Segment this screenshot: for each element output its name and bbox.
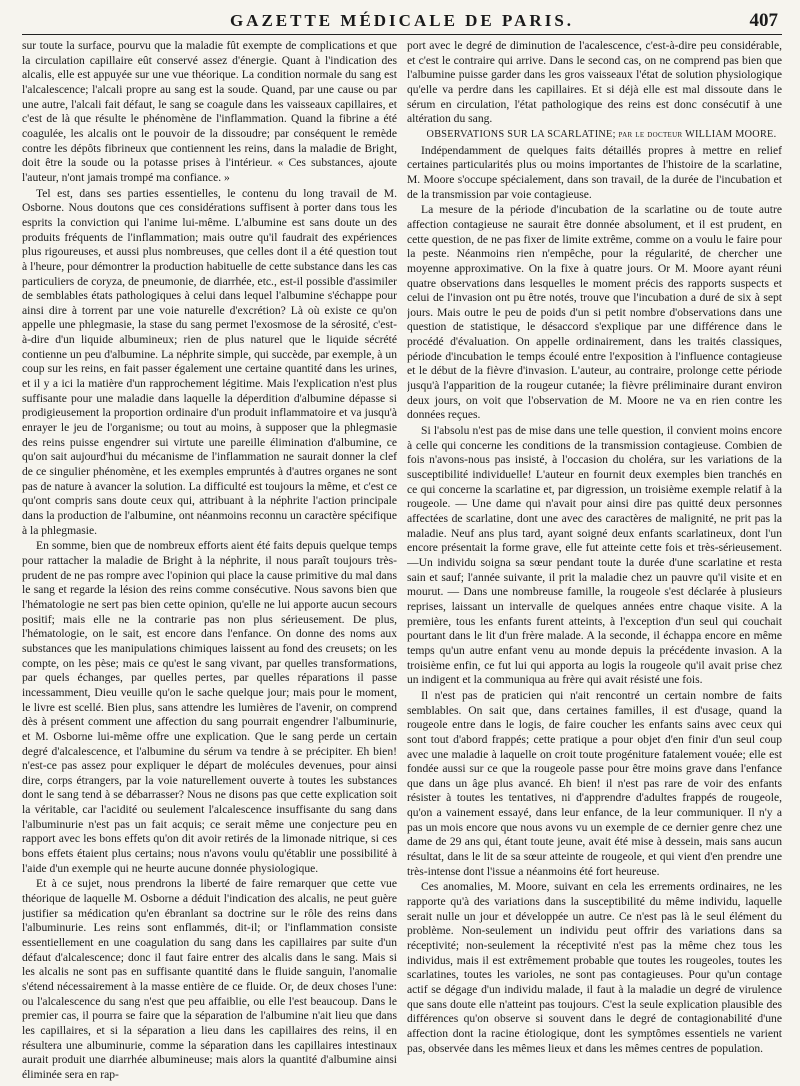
page-number: 407 — [749, 10, 778, 31]
section-title-text: OBSERVATIONS SUR LA SCARLATINE; par le docteur WILLIAM MOORE. — [426, 128, 777, 140]
paragraph: La mesure de la période d'incubation de la scarlatine ou de toute autre affection contagieuse ne saurait être donnée absolument, et il est prudent, en cette question, de ne pas fixer de limite extrême, comme on a voulu le faire pour la peste. Néanmoins rien n'empêche, pour la régularité, de chercher une moyenne approximative. On la fixe à quatre jours. Or M. Moore ayant réuni quatre observations dans lesquelles le moment précis des rapports suspects et celui de l'invasion ont pu être notés, trouve que l'incubation a duré de six à sept jours. Mais outre le peu de poids d'un si petit nombre d'observations dans une question de statistique, le désaccord s'explique par une différence dans le procédé d'évaluation. On appelle ordinairement, dans les traités classiques, période d'incubation le temps écoulé entre l'exposition à l'influence contagieuse et le début de la fièvre d'invasion. L'auteur, au contraire, prolonge cette période jusqu'à l'apparition de la rougeur cutanée; la fièvre préliminaire durant environ deux jours, on voit que l'observation de M. Moore ne va en rien contre les données reçues. — [407, 203, 782, 422]
page-header — [22, 10, 782, 35]
paragraph: Indépendamment de quelques faits détaillés propres à mettre en relief certaines particularités plus ou moins importantes de l'histoire de la scarlatine, M. Moore s'occupe spécialement, dans son travail, de la durée de l'incubation et de la transmission par voie contagieuse. — [407, 143, 782, 201]
left-column — [22, 39, 397, 1083]
running-title: GAZETTE MÉDICALE DE PARIS. — [229, 11, 575, 30]
paragraph: sur toute la surface, pourvu que la maladie fût exempte de complications et que la circulation capillaire eût conservé assez d'énergie. Quant à l'indication des alcalis, elle est appuyée sur une vue théorique. La condition normale du sang est l'alcalescence; l'alcali propre au sang est la soude. Quand, par une cause ou par une autre, l'alcali fait défaut, le sang se coagule dans les vaisseaux capillaires, et c'est de là que résulte le phénomène de l'inflammation. Quand la fibrine a été coagulée, les alcalis ont le pouvoir de la dissoudre; par conséquent le remède contre les dépôts fibrineux que contiennent les reins, dans la maladie de Bright, doit être la soude ou la potasse prises à l'intérieur. « Ces substances, ajoute l'auteur, n'ont jamais trompé ma confiance. » — [22, 39, 397, 184]
paragraph: Si l'absolu n'est pas de mise dans une telle question, il convient moins encore à celle qui concerne les conditions de la transmission contagieuse. Combien de fois n'avons-nous pas insisté, à l'occasion du choléra, sur les variations de la susceptibilité individuelle! L'auteur en fournit deux exemples bien tranchés en ce qui concerne la scarlatine et, par digression, un troisième exemple relatif à la rougeole. — Une dame qui n'avait pour ainsi dire pas quitté deux personnes affectées de scarlatine, dont une avec des caractères de malignité, ne prit pas la maladie. Neuf ans plus tard, ayant soigné deux enfants scarlatineux, dont l'un encore présentait la forme grave, elle fut atteinte cette fois et très-sérieusement. —Un individu soigna sa sœur pendant toute la durée d'une scarlatine et resta sain et sauf; l'année suivante, il prit la maladie chez un pauvre qu'il visite et en mourut. — Dans une nombreuse famille, la rougeole s'est déclarée à plusieurs reprises, laissant un intervalle de quelques années entre chaque visite. A la première, tous les enfants furent atteints, à l'exception d'un seul qui couchait pourtant dans le lit d'un frère malade. A la seconde, il échappa encore en même temps qu'un autre enfant venu au monde depuis la précédente invasion. A la troisième enfin, ce fut lui qui apporta au logis la rougeole qu'il avait prise chez un indigent et la communiqua au frère qui avait résisté une fois. — [407, 424, 782, 687]
paragraph: port avec le degré de diminution de l'acalescence, c'est-à-dire peu considérable, et c'est le contraire qui arrive. Dans le second cas, on ne comprend pas bien que l'albumine puisse garder dans les gros vaisseaux l'état de solution physiologique qu'elle va perdre dans les capillaires. Et si déjà elle est mal dissoute dans le sérum en circulation, l'état pathologique des reins est donc consécutif à une altération du sang. — [407, 39, 782, 126]
right-column — [407, 39, 782, 1083]
text-columns — [22, 39, 782, 1083]
paragraph: Et à ce sujet, nous prendrons la liberté de faire remarquer que cette vue théorique de laquelle M. Osborne a déduit l'indication des alcalis, ne peut guère justifier sa médication qu'en ébranlant sa doctrine sur le rôle des reins dans l'albuminurie. Les reins sont enflammés, dit-il; or l'inflammation consiste essentiellement en une coagulation du sang dans les capillaires par suite d'un défaut d'alcalescence; donc il faut faire entrer des alcalis dans le sang. Mais si les alcalis ne sont pas en suffisante quantité dans le fluide sanguin, l'anomalie s'étend nécessairement à la masse entière de ce fluide. Or, de deux choses l'une: ou l'alcalescence du sang n'est que peu affaiblie, ou elle l'est beaucoup. Dans le premier cas, il pourra se faire que la séparation de l'albumine n'ait lieu que dans les capillaires, et si la séparation a lieu dans les capillaires des reins, il en résultera une albuminurie, comme la séparation dans les capillaires intestinaux aurait produit une diarrhée albumineuse; mais alors la quantité d'albumine ainsi éliminée sera en rap- — [22, 877, 397, 1081]
paragraph: En somme, bien que de nombreux efforts aient été faits depuis quelque temps pour rattacher la maladie de Bright à la néphrite, il nous paraît toujours très-prudent de ne pas rompre avec l'opinion qui place la cause primitive du mal dans le sang et regarde la lésion des reins comme consécutive. Nous savons bien que l'hématologie ne sert pas bien cette opinion, qu'elle ne lui apporte aucun secours positif; mais elle ne la contrarie pas non plus sérieusement. De plus, l'hématologie, on le sait, est encore dans l'enfance. On donne des noms aux substances que les manipulations chimiques laissent au fond des creusets; on les compte, on les pèse; mais ce qu'est le sang vivant, par quelles transformations, par quels échanges, par quelles pertes, par quelles réparations il passe incessamment, Dieu veuille qu'on le sache quelque jour; mais pour le moment, le livre est scellé. Bien plus, sans attendre les lumières de l'avenir, on comprend dès à présent comment une affection du sang pourrait engendrer l'albuminurie, et M. Osborne lui-même offre une explication. Que le sang perde un certain degré d'alcalescence, et l'albumine du sérum va tendre à se précipiter. Eh bien! n'est-ce pas assez pour expliquer le départ de molécules devenues, pour ainsi dire, corps étrangers, par la voie naturellement ouverte à toutes les substances dont le sang tend à se débarrasser? Nous ne disons pas que cette explication soit la véritable, car l'acidité ou seulement l'alcalescence insuffisante du sang dans l'albuminurie n'est pas un fait acquis; ce serait même une conjecture peu en rapport avec les bons effets qu'on dit avoir retirés de la limonade nitrique, si ces bons effets étaient plus certains; nous n'avons voulu qu'établir une possibilité à l'aide d'un exemple qui ne heurte aucune donnée physiologique. — [22, 539, 397, 875]
section-title — [407, 128, 782, 143]
paragraph: Ces anomalies, M. Moore, suivant en cela les errements ordinaires, ne les rapporte qu'à des variations dans la susceptibilité du même individu, laquelle serait nulle un jour et développée un autre. Ce n'est pas là le seul élément du problème. Non-seulement un individu peut offrir des variations dans sa réceptivité; non-seulement la réceptivité n'est pas la même chez tous les individus, mais il est extrêmement probable que toutes les rougeoles, toutes les scarlatines, toutes les varioles, ne sont pas contagieuses. Pour qu'un contage actif se dégage d'un individu malade, il faut à la maladie un degré de virulence que sans doute elle n'atteint pas toujours. C'est la seule explication plausible des différences qu'on observe si souvent dans le degré de contagionabilité d'une affection dont la racine étiologique, dont les symptômes essentiels ne varient pas, observée dans les mêmes lieux et dans les mêmes centres de population. — [407, 880, 782, 1055]
paragraph: Tel est, dans ses parties essentielles, le contenu du long travail de M. Osborne. Nous doutons que ces considérations suffisent à porter dans tous les esprits la conviction qui l'anime lui-même. L'albumine est sans doute un des produits fréquents de l'inflammation; mais outre qu'il faudrait des expériences plus rigoureuses, et aussi plus nombreuses, que celles dont il a été question tout à l'heure, pour démontrer la production habituelle de cette substance dans les cas particuliers de coryza, de pneumonie, de diarrhée, etc., est-il possible d'assimiler de semblables états pathologiques à celui dans lequel l'albumine s'échappe pour ainsi dire à torrent par une voie naturelle d'excrétion? Là où existe ce qu'on appelle une phlegmasie, la stase du sang permet l'exosmose de la sérosité, c'est-à-dire d'un liquide albumineux; rien de plus naturel que le liquide sécrété contienne un peu d'albumine. La néphrite simple, qui succède, par exemple, à un coup sur les reins, en fait passer également une certaine quantité dans les urines, et il y a ici la matière d'un rapprochement légitime. Mais l'explication n'est plus suffisante pour une maladie dans laquelle la déperdition d'albumine dépasse si prodigieusement la proportion ordinaire d'un produit inflammatoire et va jusqu'à enrayer le jeu de l'organisme; ou tout au moins, à supposer que la phlegmasie des reins puisse engendrer sui virtute une pareille élimination d'albumine, ce qu'on sait aujourd'hui du mécanisme de l'inflammation ne saurait donner la clef de ce singulier phénomène, et les exemples empruntés à d'autres organes ne sont pas de nature à avancer la solution. La difficulté est toujours la même, et c'est ce qu'ont compris sans doute ceux qui, attribuant à la néphrite l'action principale dans la production de l'albumine, ont néanmoins reconnu un caractère spécifique à la phlegmasie. — [22, 186, 397, 537]
paragraph: Il n'est pas de praticien qui n'ait rencontré un certain nombre de faits semblables. On sait que, dans certaines familles, il est d'usage, quand la rougeole entre dans le logis, de faire coucher les enfants sains avec ceux qui sont tout d'abord frappés; cette pratique a pour objet d'en finir d'un seul coup avec une maladie à laquelle on croit toute progéniture fatalement vouée; elle est fondée aussi sur ce que la rougeole passe pour être moins grave dans l'enfance que dans un âge plus avancé. Eh bien! il n'est pas rare de voir des enfants résister à toutes les tentatives, ni d'apprendre d'adultes frappés de rougeole, qu'on a vainement essayé, dans leur enfance, de la leur communiquer. Il n'y a pas un mois encore que nous avons vu un exemple de ce dernier genre chez une dame de 29 ans qui, étant toute jeune, avait été mise à dessein, mais sans aucun résultat, dans le lit de sa sœur atteinte de rougeole, et qui vient d'en prendre une très-intense dont l'issue a néanmoins été fort heureuse. — [407, 688, 782, 878]
